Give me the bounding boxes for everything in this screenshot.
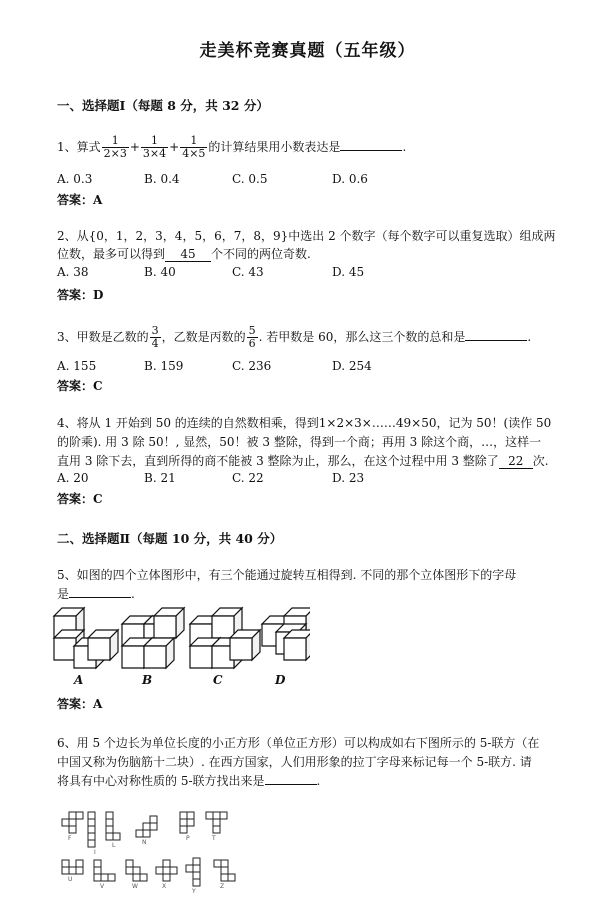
q1-end: . [402, 140, 407, 154]
pentomino-cell [221, 860, 228, 867]
q3-answer-value: C [93, 379, 103, 393]
pentomino-cell [150, 816, 157, 823]
pentomino-cell [193, 858, 200, 865]
page-title: 走美杯竞赛真题（五年级） [199, 41, 416, 61]
pentomino-cell [94, 867, 101, 874]
q6-answer-blank [265, 772, 317, 785]
q3-stem [57, 325, 531, 350]
figure-d [262, 608, 310, 660]
pentomino-cell [133, 874, 140, 881]
q3-option-d: D. 254 [332, 359, 372, 373]
pentomino-p [180, 812, 194, 833]
pentomino-cell [220, 812, 227, 819]
q3-option-a: A. 155 [57, 359, 97, 373]
q1-f1-den: 2×3 [103, 147, 127, 160]
q2-answer [57, 286, 103, 303]
pentomino-cell [163, 874, 170, 881]
pentomino-cell [88, 812, 95, 819]
q6-line-2: 中国又称为伤脑筋十二块）. 在西方国家，人们用形象的拉丁字母来标记每一个 5-联方. 请 [57, 755, 532, 769]
pentomino-t [206, 812, 227, 833]
pentomino-cell [193, 865, 200, 872]
q2-option-c: C. 43 [232, 265, 264, 279]
q1-option-a: A. 0.3 [57, 172, 93, 186]
pentomino-cell [170, 867, 177, 874]
pentomino-cell [106, 833, 113, 840]
q3-f2-den: 6 [248, 337, 256, 350]
q5-line-2 [57, 585, 135, 602]
q1-f1-num: 1 [102, 135, 129, 148]
pentomino-cell [180, 819, 187, 826]
pentomino-cell [76, 867, 83, 874]
pentomino-label-z: Z [220, 883, 225, 890]
q5-prefix: 是 [57, 587, 70, 601]
q1-option-b: B. 0.4 [144, 172, 180, 186]
q6-line-1: 6、用 5 个边长为单位长度的小正方形（单位正方形）可以构成如右下图所示的 5-联方（在 [57, 736, 540, 750]
pentomino-cell [101, 874, 108, 881]
pentomino-cell [106, 819, 113, 826]
pentomino-cell [213, 812, 220, 819]
pentomino-label-y: Y [192, 888, 196, 895]
q4-line-2: 的阶乘). 用 3 除 50！, 显然，50！被 3 整除，得到一个商；再用 3 除这个商，…，这样一 [57, 435, 542, 449]
pentomino-label-i: I [94, 849, 96, 856]
q4-option-a: A. 20 [57, 471, 89, 485]
pentomino-cell [221, 874, 228, 881]
pentomino-cell [187, 812, 194, 819]
q3-f1-den: 4 [151, 337, 159, 350]
q4-option-d: D. 23 [332, 471, 365, 485]
q5-label-b: B [142, 673, 153, 687]
pentomino-cell [143, 823, 150, 830]
q1-suffix: 的计算结果用小数表达是 [208, 140, 341, 154]
pentomino-u [62, 860, 83, 874]
pentomino-cell [88, 833, 95, 840]
q1-f2-den: 3×4 [142, 147, 167, 160]
pentomino-y [186, 858, 200, 886]
q3-fraction-1 [150, 325, 161, 350]
pentomino-cell [126, 867, 133, 874]
pentomino-cell [69, 867, 76, 874]
pentomino-cell [213, 819, 220, 826]
pentomino-cell [88, 826, 95, 833]
q6-end: . [316, 774, 321, 788]
q4-answer-value: C [93, 492, 103, 506]
q1-f3-den: 4×5 [182, 147, 206, 160]
q3-end: . [527, 330, 532, 344]
q1-option-d: D. 0.6 [332, 172, 368, 186]
pentomino-label-n: N [142, 839, 147, 846]
pentomino-label-p: P [186, 835, 190, 842]
pentomino-f [62, 812, 83, 833]
pentomino-cell [76, 812, 83, 819]
q4-option-c: C. 22 [232, 471, 264, 485]
pentomino-cell [140, 874, 147, 881]
pentomino-cell [221, 867, 228, 874]
q4-line-1: 4、将从 1 开始到 50 的连续的自然数相乘，得到1×2×3×……49×50，记为 50！(读作 50 [57, 416, 552, 430]
q3-mid: ，乙数是丙数的 [161, 330, 246, 344]
q1-f2-num: 1 [141, 135, 168, 148]
q1-option-c: C. 0.5 [232, 172, 268, 186]
q3-prefix: 3、甲数是乙数的 [57, 330, 149, 344]
pentomino-label-l: L [112, 842, 116, 849]
pentomino-cell [206, 812, 213, 819]
pentomino-i [88, 812, 95, 847]
q1-stem [57, 135, 406, 160]
q2-prefix: 位数，最多可以得到 [57, 247, 166, 261]
pentomino-cell [106, 826, 113, 833]
q5-cube-figures [50, 602, 310, 674]
q2-answer-value: D [93, 288, 104, 302]
q3-option-b: B. 159 [144, 359, 184, 373]
q5-answer-blank [69, 585, 131, 598]
pentomino-cell [143, 830, 150, 837]
q5-label-c: C [213, 673, 223, 687]
q5-answer-label: 答案： [57, 697, 94, 711]
pentomino-cell [214, 860, 221, 867]
q2-option-d: D. 45 [332, 265, 365, 279]
pentomino-label-f: F [68, 835, 72, 842]
q1-fraction-3 [180, 135, 207, 160]
q1-prefix: 1、算式 [57, 140, 101, 154]
q3-option-c: C. 236 [232, 359, 272, 373]
pentomino-cell [180, 826, 187, 833]
pentomino-cell [126, 860, 133, 867]
q3-f2-num: 5 [248, 324, 256, 337]
q6-prefix: 将具有中心对称性质的 5-联方找出来是 [57, 774, 265, 788]
pentomino-v [94, 860, 115, 881]
q1-plus-2: + [169, 140, 180, 154]
q2-line-1: 2、从{0，1，2，3，4，5，6，7，8，9}中选出 2 个数字（每个数字可以重复选取）组成两 [57, 229, 556, 243]
pentomino-label-x: X [162, 883, 167, 890]
q3-f1-num: 3 [151, 324, 159, 337]
pentomino-cell [193, 879, 200, 886]
q1-f3-num: 1 [180, 135, 207, 148]
pentomino-label-u: U [68, 876, 73, 883]
q2-answer-label: 答案： [57, 288, 94, 302]
pentomino-cell [186, 865, 193, 872]
q1-answer-blank [340, 138, 402, 151]
q4-option-b: B. 21 [144, 471, 176, 485]
q5-answer [57, 695, 102, 712]
figure-c [190, 608, 260, 668]
q2-suffix: 个不同的两位奇数. [211, 247, 311, 261]
q4-answer-label: 答案： [57, 492, 94, 506]
pentomino-cell [113, 833, 120, 840]
pentomino-w [126, 860, 147, 881]
pentomino-cell [76, 860, 83, 867]
pentomino-cell [69, 819, 76, 826]
q5-label-a: A [74, 673, 84, 687]
figure-a [54, 608, 118, 668]
q1-fraction-1 [102, 135, 129, 160]
q2-option-a: A. 38 [57, 265, 89, 279]
section-1-heading: 一、选择题Ⅰ（每题 8 分，共 32 分） [57, 98, 269, 113]
q4-suffix: 次. [532, 454, 549, 468]
pentomino-cell [94, 874, 101, 881]
q1-answer-value: A [93, 193, 103, 207]
pentomino-cell [228, 874, 235, 881]
pentomino-cell [108, 874, 115, 881]
pentomino-l [106, 812, 120, 840]
pentomino-cell [193, 872, 200, 879]
section-2-heading: 二、选择题Ⅱ（每题 10 分，共 40 分） [57, 531, 283, 546]
q4-line-3 [57, 452, 549, 469]
q1-fraction-2 [141, 135, 168, 160]
q2-filled-blank: 45 [165, 247, 211, 262]
pentomino-cell [69, 812, 76, 819]
pentomino-label-v: V [100, 883, 105, 890]
pentomino-cell [106, 812, 113, 819]
pentomino-cell [163, 860, 170, 867]
pentomino-cell [180, 812, 187, 819]
pentomino-label-t: T [212, 835, 216, 842]
q5-end: . [131, 587, 135, 601]
q3-fraction-2 [247, 325, 258, 350]
pentomino-cell [156, 867, 163, 874]
pentomino-label-w: W [132, 883, 138, 890]
q5-line-1: 5、如图的四个立体图形中，有三个能通过旋转互相得到. 不同的那个立体图形下的字母 [57, 568, 517, 582]
pentomino-cell [187, 819, 194, 826]
pentomino-cell [88, 840, 95, 847]
q1-plus-1: + [129, 140, 140, 154]
pentomino-cell [150, 823, 157, 830]
pentomino-cell [62, 819, 69, 826]
q1-answer-label: 答案： [57, 193, 94, 207]
pentomino-cell [163, 867, 170, 874]
figure-b [122, 608, 184, 668]
q3-answer-blank [465, 328, 527, 341]
q3-answer-label: 答案： [57, 379, 94, 393]
q5-answer-value: A [93, 697, 103, 711]
pentomino-cell [62, 867, 69, 874]
q6-pentomino-figure [58, 808, 258, 898]
pentomino-cell [213, 826, 220, 833]
pentomino-cell [94, 860, 101, 867]
pentomino-n [136, 816, 157, 837]
q2-line-2 [57, 245, 311, 262]
q4-prefix: 直用 3 除下去，直到所得的商不能被 3 整除为止，那么，在这个过程中用 3 整除了 [57, 454, 499, 468]
pentomino-z [214, 860, 235, 881]
pentomino-cell [69, 826, 76, 833]
q4-filled-blank: 22 [499, 454, 533, 469]
pentomino-cell [62, 860, 69, 867]
pentomino-x [156, 860, 177, 881]
q4-answer [57, 490, 103, 507]
q3-answer [57, 377, 103, 394]
q2-option-b: B. 40 [144, 265, 176, 279]
q3-suffix: . 若甲数是 60，那么这三个数的总和是 [258, 330, 466, 344]
pentomino-cell [133, 867, 140, 874]
q6-line-3 [57, 772, 320, 789]
pentomino-cell [88, 819, 95, 826]
q5-label-d: D [275, 673, 286, 687]
pentomino-cell [136, 830, 143, 837]
q1-answer [57, 191, 102, 208]
